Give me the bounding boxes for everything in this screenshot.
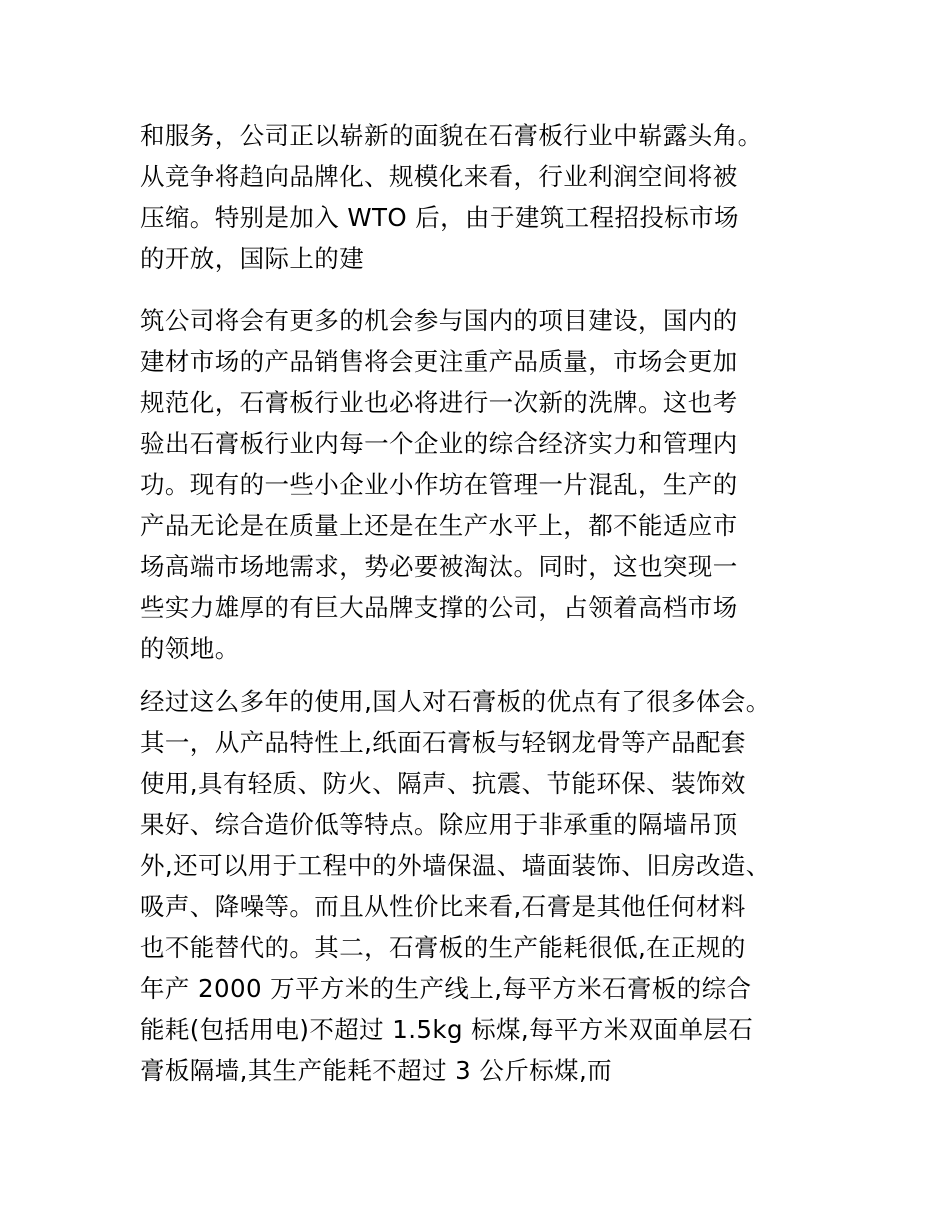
text-line: 压缩。特别是加入 WTO 后，由于建筑工程招投标市场 — [140, 203, 739, 232]
text-line: 功。现有的一些小企业小作坊在管理一片混乱，生产的 — [140, 470, 738, 499]
text-line: 的开放，国际上的建 — [140, 244, 365, 273]
text-line: 产品无论是在质量上还是在生产水平上，都不能适应市 — [140, 511, 738, 540]
text-line: 的领地。 — [140, 634, 240, 663]
text-line: 果好、综合造价低等特点。除应用于非承重的隔墙吊顶 — [140, 810, 738, 839]
text-line: 和服务，公司正以崭新的面貌在石膏板行业中崭露头角。 — [140, 121, 763, 150]
text-line: 年产 2000 万平方米的生产线上,每平方米石膏板的综合 — [140, 974, 752, 1003]
text-line: 场高端市场地需求，势必要被淘汰。同时，这也突现一 — [140, 552, 738, 581]
text-line: 也不能替代的。其二，石膏板的生产能耗很低,在正规的 — [140, 933, 746, 962]
text-line: 些实力雄厚的有巨大品牌支撑的公司，占领着高档市场 — [140, 593, 738, 622]
text-line: 从竞争将趋向品牌化、规模化来看，行业利润空间将被 — [140, 162, 738, 191]
text-line: 建材市场的产品销售将会更注重产品质量，市场会更加 — [140, 347, 738, 376]
paragraph-3 — [140, 681, 820, 1091]
text-line: 规范化，石膏板行业也必将进行一次新的洗牌。这也考 — [140, 388, 738, 417]
text-line: 使用,具有轻质、防火、隔声、抗震、节能环保、装饰效 — [140, 769, 746, 798]
paragraph-1 — [140, 115, 820, 279]
text-line: 经过这么多年的使用,国人对石膏板的优点有了很多体会。 — [140, 687, 771, 716]
text-line: 其一，从产品特性上,纸面石膏板与轻钢龙骨等产品配套 — [140, 728, 746, 757]
text-line: 膏板隔墙,其生产能耗不超过 3 公斤标煤,而 — [140, 1056, 613, 1085]
text-line: 能耗(包括用电)不超过 1.5kg 标煤,每平方米双面单层石 — [140, 1015, 754, 1044]
text-line: 外,还可以用于工程中的外墙保温、墙面装饰、旧房改造、 — [140, 851, 771, 880]
text-line: 吸声、降噪等。而且从性价比来看,石膏是其他任何材料 — [140, 892, 746, 921]
paragraph-2 — [140, 300, 820, 669]
text-line: 筑公司将会有更多的机会参与国内的项目建设，国内的 — [140, 306, 738, 335]
text-line: 验出石膏板行业内每一个企业的综合经济实力和管理内 — [140, 429, 738, 458]
